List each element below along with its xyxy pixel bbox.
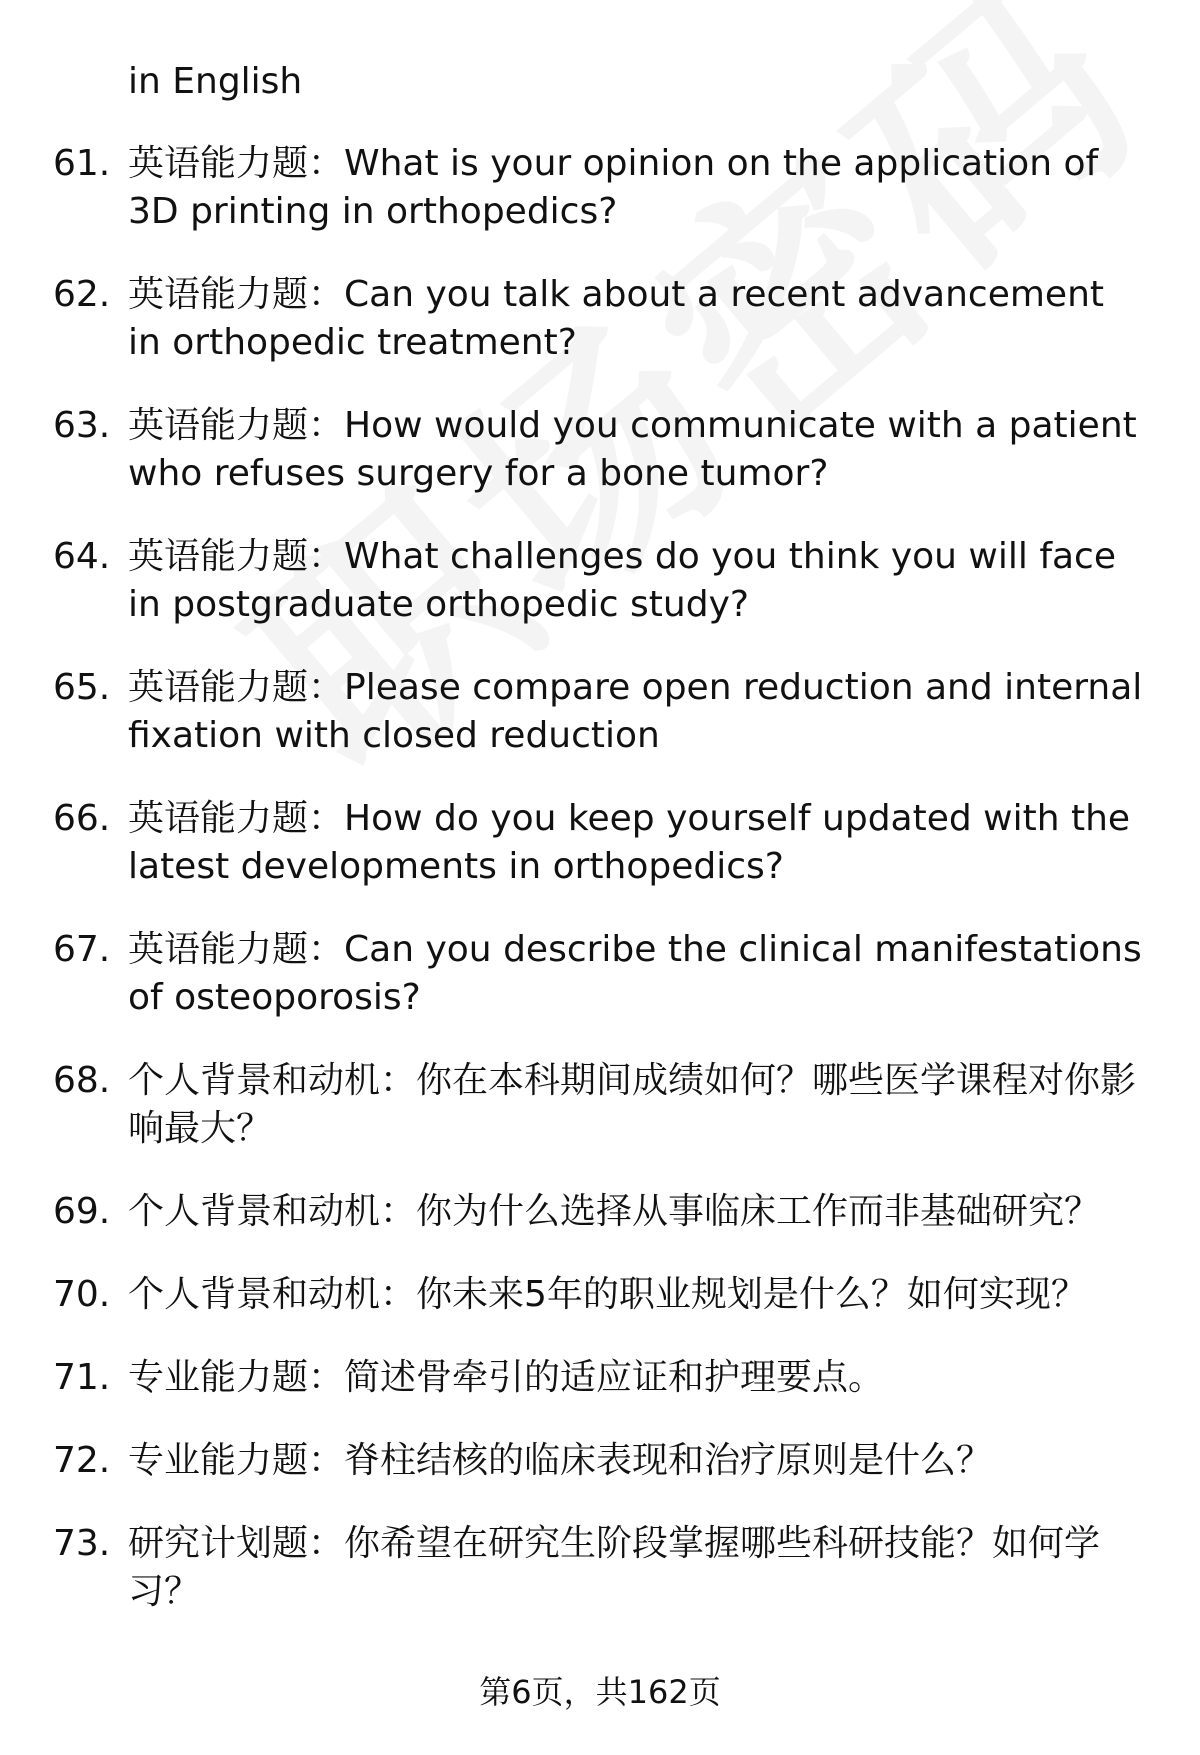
question-body xyxy=(128,271,1148,367)
question-number: 63. xyxy=(53,405,111,446)
question-item xyxy=(0,664,1200,760)
question-item xyxy=(0,926,1200,1022)
question-body xyxy=(128,1188,1148,1236)
question-category: 专业能力题： xyxy=(128,1440,345,1481)
question-number: 66. xyxy=(53,798,111,839)
question-category: 研究计划题： xyxy=(128,1523,345,1564)
question-body xyxy=(128,1354,1148,1402)
question-body xyxy=(128,402,1148,498)
question-number: 71. xyxy=(53,1357,111,1398)
question-category: 英语能力题： xyxy=(128,667,345,708)
question-body xyxy=(128,1271,1148,1319)
question-item xyxy=(0,1057,1200,1153)
question-text: Please compare open reduction and internal fixation with closed reduction xyxy=(128,667,1143,756)
question-text: 简述骨牵引的适应证和护理要点。 xyxy=(344,1357,885,1398)
question-text: How would you communicate with a patient who refuses surgery for a bone tumor? xyxy=(128,405,1137,494)
question-text: 你未来5年的职业规划是什么？如何实现？ xyxy=(416,1274,1087,1315)
question-body xyxy=(128,795,1148,891)
question-item xyxy=(0,271,1200,367)
question-number: 64. xyxy=(53,536,111,577)
question-item xyxy=(0,140,1200,236)
question-text: What challenges do you think you will face in postgraduate orthopedic study? xyxy=(128,536,1116,625)
question-body xyxy=(128,1437,1148,1485)
question-item xyxy=(0,1354,1200,1402)
question-item xyxy=(0,402,1200,498)
question-category: 个人背景和动机： xyxy=(128,1191,417,1232)
question-category: 英语能力题： xyxy=(128,929,345,970)
question-body xyxy=(128,140,1148,236)
question-category: 个人背景和动机： xyxy=(128,1274,417,1315)
question-number: 69. xyxy=(53,1191,111,1232)
question-item xyxy=(0,1437,1200,1485)
continuation-text: in English xyxy=(128,61,303,102)
question-body xyxy=(128,664,1148,760)
question-text: Can you describe the clinical manifestations of osteoporosis? xyxy=(128,929,1142,1018)
question-category: 英语能力题： xyxy=(128,143,345,184)
question-text: 你在本科期间成绩如何？哪些医学课程对你影响最大？ xyxy=(128,1060,1137,1149)
question-text: 脊柱结核的临床表现和治疗原则是什么？ xyxy=(344,1440,993,1481)
question-item xyxy=(0,533,1200,629)
question-item xyxy=(0,1188,1200,1236)
page-footer: 第6页，共162页 xyxy=(479,1673,721,1711)
question-text: 你希望在研究生阶段掌握哪些科研技能？如何学习？ xyxy=(128,1523,1101,1612)
question-body xyxy=(128,926,1148,1022)
question-list xyxy=(0,140,1200,1651)
question-number: 65. xyxy=(53,667,111,708)
question-item xyxy=(0,1520,1200,1616)
question-category: 英语能力题： xyxy=(128,536,345,577)
question-text: What is your opinion on the application of 3D printing in orthopedics? xyxy=(128,143,1099,232)
question-number: 70. xyxy=(53,1274,111,1315)
question-text: How do you keep yourself updated with the latest developments in orthopedics? xyxy=(128,798,1131,887)
question-category: 专业能力题： xyxy=(128,1357,345,1398)
question-text: 你为什么选择从事临床工作而非基础研究？ xyxy=(416,1191,1101,1232)
question-item xyxy=(0,795,1200,891)
question-number: 61. xyxy=(53,143,111,184)
question-category: 个人背景和动机： xyxy=(128,1060,417,1101)
question-number: 72. xyxy=(53,1440,111,1481)
question-number: 73. xyxy=(53,1523,111,1564)
question-category: 英语能力题： xyxy=(128,405,345,446)
question-body xyxy=(128,1057,1148,1153)
question-body xyxy=(128,1520,1148,1616)
question-category: 英语能力题： xyxy=(128,798,345,839)
question-body xyxy=(128,533,1148,629)
question-category: 英语能力题： xyxy=(128,274,345,315)
question-number: 67. xyxy=(53,929,111,970)
question-text: Can you talk about a recent advancement in orthopedic treatment? xyxy=(128,274,1105,363)
question-item xyxy=(0,1271,1200,1319)
question-number: 62. xyxy=(53,274,111,315)
question-number: 68. xyxy=(53,1060,111,1101)
